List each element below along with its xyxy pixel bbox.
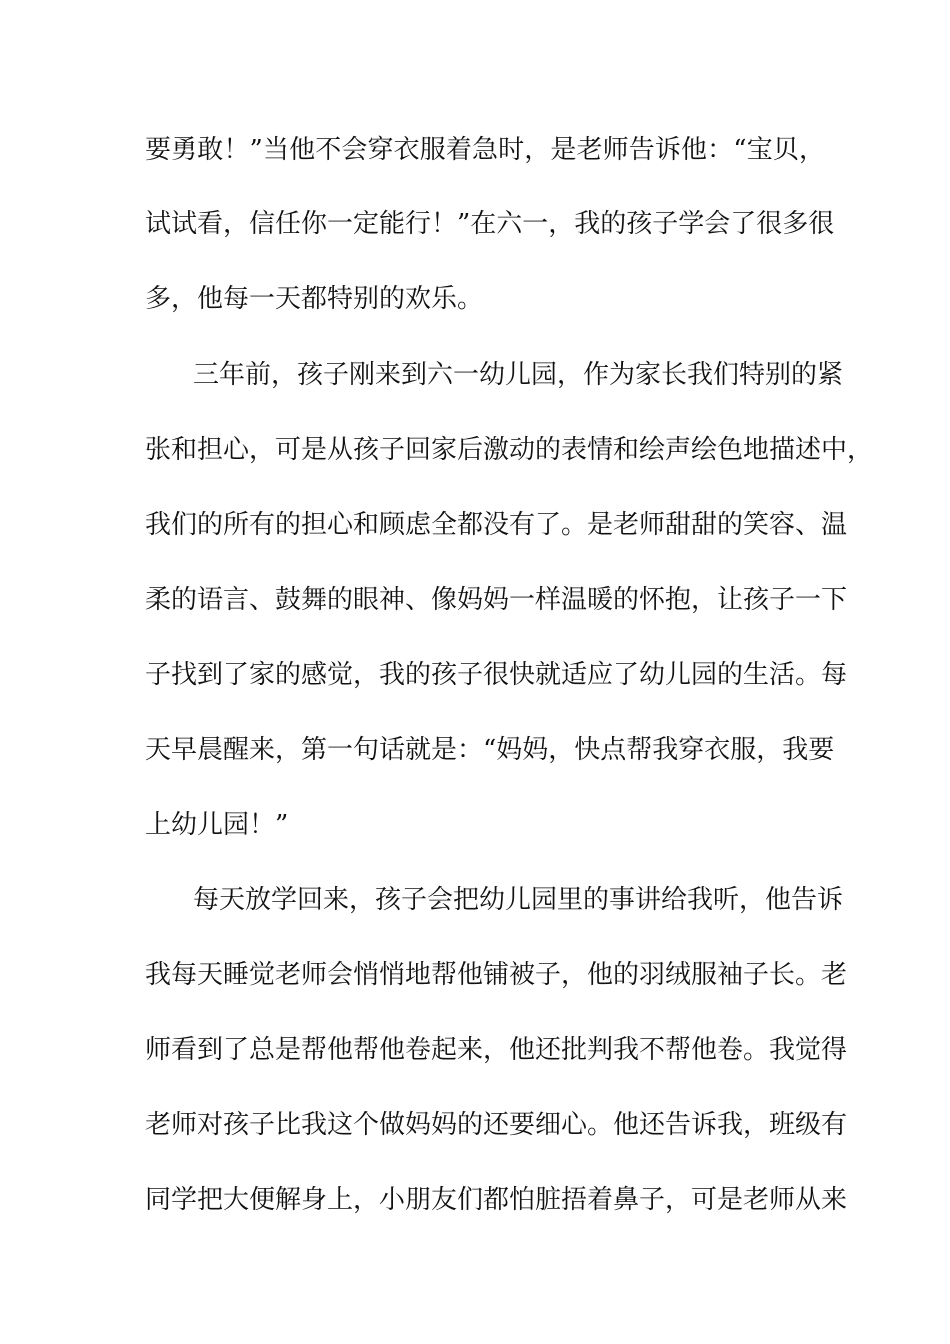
- text-line: 我们的所有的担心和顾虑全都没有了。是老师甜甜的笑容、温: [145, 510, 848, 540]
- text-line: 老师对孩子比我这个做妈妈的还要细心。他还告诉我，班级有: [145, 1110, 848, 1140]
- text-line: 柔的语言、鼓舞的眼神、像妈妈一样温暖的怀抱，让孩子一下: [145, 585, 848, 615]
- text-line: 上幼儿园！”: [145, 810, 289, 840]
- text-line: 子找到了家的感觉，我的孩子很快就适应了幼儿园的生活。每: [145, 660, 848, 690]
- paragraph-first-line: 每天放学回来，孩子会把幼儿园里的事讲给我听，他告诉: [193, 885, 844, 915]
- text-line: 师看到了总是帮他帮他卷起来，他还批判我不帮他卷。我觉得: [145, 1035, 848, 1065]
- paragraph-first-line: 三年前，孩子刚来到六一幼儿园，作为家长我们特别的紧: [193, 360, 844, 390]
- text-line: 要勇敢！”当他不会穿衣服着急时，是老师告诉他：“宝贝，: [145, 135, 825, 165]
- text-line: 同学把大便解身上，小朋友们都怕脏捂着鼻子，可是老师从来: [145, 1185, 848, 1215]
- text-line: 张和担心，可是从孩子回家后激动的表情和绘声绘色地描述中，: [145, 435, 874, 465]
- text-line: 试试看，信任你一定能行！”在六一，我的孩子学会了很多很: [145, 209, 835, 239]
- text-line: 多，他每一天都特别的欢乐。: [145, 284, 484, 314]
- text-line: 我每天睡觉老师会悄悄地帮他铺被子，他的羽绒服袖子长。老: [145, 960, 848, 990]
- text-line: 天早晨醒来，第一句话就是：“妈妈，快点帮我穿衣服，我要: [145, 735, 835, 765]
